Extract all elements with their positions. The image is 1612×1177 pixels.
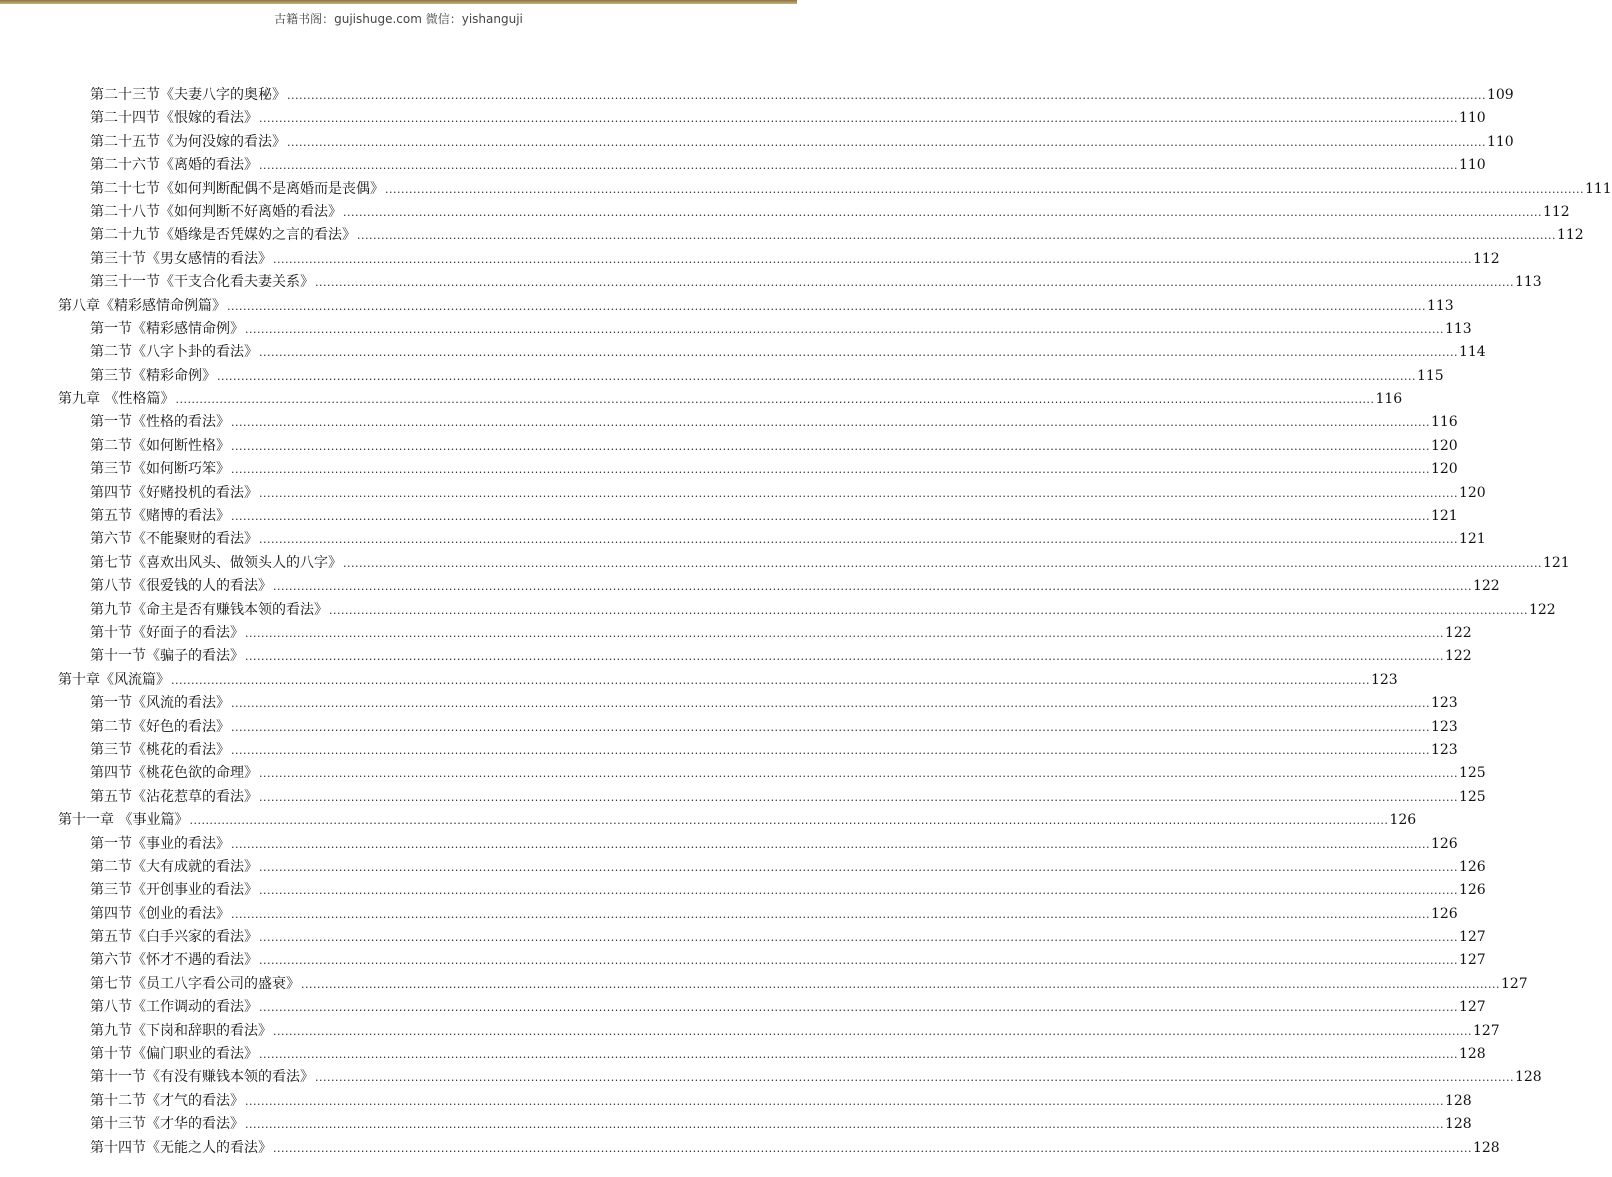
toc-section-entry[interactable] bbox=[0, 622, 1472, 645]
toc-entry-title: 第二节《大有成就的看法》 bbox=[90, 858, 258, 875]
toc-leader-dots: ............................................................................................................................................................................................................................................................................................................ bbox=[357, 229, 1556, 243]
toc-entry-title: 第十节《偏门职业的看法》 bbox=[90, 1046, 258, 1063]
toc-entry-title: 第五节《沾花惹草的看法》 bbox=[90, 788, 258, 805]
toc-leader-dots: ............................................................................................................................................................................................................................................................................................................ bbox=[259, 533, 1458, 547]
toc-page-number: 123 bbox=[1430, 718, 1458, 735]
toc-leader-dots: ............................................................................................................................................................................................................................................................................................................ bbox=[245, 626, 1444, 640]
toc-section-entry[interactable] bbox=[0, 341, 1486, 364]
toc-entry-title: 第二十四节《恨嫁的看法》 bbox=[90, 110, 258, 127]
toc-page-number: 126 bbox=[1430, 835, 1458, 852]
toc-entry-title: 第十一章 《事业篇》 bbox=[58, 812, 189, 829]
toc-section-entry[interactable] bbox=[0, 762, 1486, 785]
toc-section-entry[interactable] bbox=[0, 1020, 1500, 1043]
toc-leader-dots: ............................................................................................................................................................................................................................................................................................................ bbox=[245, 650, 1444, 664]
toc-section-entry[interactable] bbox=[0, 716, 1458, 739]
toc-section-entry[interactable] bbox=[0, 599, 1556, 622]
toc-leader-dots: ............................................................................................................................................................................................................................................................................................................ bbox=[245, 1118, 1444, 1132]
toc-leader-dots: ............................................................................................................................................................................................................................................................................................................ bbox=[273, 1024, 1472, 1038]
toc-section-entry[interactable] bbox=[0, 833, 1458, 856]
toc-entry-title: 第十三节《才华的看法》 bbox=[90, 1116, 244, 1133]
toc-leader-dots: ............................................................................................................................................................................................................................................................................................................ bbox=[287, 89, 1486, 102]
toc-page-number: 128 bbox=[1444, 1092, 1472, 1109]
toc-leader-dots: ............................................................................................................................................................................................................................................................................................................ bbox=[245, 322, 1444, 336]
toc-leader-dots: ............................................................................................................................................................................................................................................................................................................ bbox=[315, 1071, 1514, 1085]
toc-section-entry[interactable] bbox=[0, 107, 1486, 130]
toc-section-entry[interactable] bbox=[0, 973, 1528, 996]
toc-section-entry[interactable] bbox=[0, 1066, 1542, 1089]
toc-leader-dots: ............................................................................................................................................................................................................................................................................................................ bbox=[259, 1001, 1458, 1015]
toc-entry-title: 第一节《事业的看法》 bbox=[90, 835, 230, 852]
toc-page-number: 115 bbox=[1416, 367, 1444, 384]
toc-entry-title: 第八章《精彩感情命例篇》 bbox=[58, 297, 226, 314]
toc-section-entry[interactable] bbox=[0, 154, 1486, 177]
toc-entry-title: 第十章《风流篇》 bbox=[58, 671, 170, 688]
toc-leader-dots: ............................................................................................................................................................................................................................................................................................................ bbox=[227, 299, 1426, 313]
toc-entry-title: 第二节《八字卜卦的看法》 bbox=[90, 344, 258, 361]
toc-page-number: 121 bbox=[1542, 554, 1570, 571]
toc-entry-title: 第四节《好赌投机的看法》 bbox=[90, 484, 258, 501]
toc-leader-dots: ............................................................................................................................................................................................................................................................................................................ bbox=[259, 486, 1458, 500]
toc-leader-dots: ............................................................................................................................................................................................................................................................................................................ bbox=[245, 1094, 1444, 1108]
toc-page-number: 127 bbox=[1458, 929, 1486, 946]
toc-section-entry[interactable] bbox=[0, 949, 1486, 972]
top-border bbox=[0, 0, 797, 4]
toc-entry-title: 第三节《开创事业的看法》 bbox=[90, 882, 258, 899]
toc-leader-dots: ............................................................................................................................................................................................................................................................................................................ bbox=[259, 767, 1458, 781]
toc-entry-title: 第二十三节《夫妻八字的奥秘》 bbox=[90, 87, 286, 103]
toc-leader-dots: ............................................................................................................................................................................................................................................................................................................ bbox=[231, 837, 1430, 851]
toc-section-entry[interactable] bbox=[0, 482, 1486, 505]
toc-section-entry[interactable] bbox=[0, 318, 1472, 341]
page-header: 古籍书阁：gujishuge.com 微信：yishanguji bbox=[274, 12, 523, 26]
toc-page-number: 126 bbox=[1458, 858, 1486, 875]
toc-leader-dots: ............................................................................................................................................................................................................................................................................................................ bbox=[287, 135, 1486, 149]
toc-page-number: 126 bbox=[1458, 882, 1486, 899]
toc-section-entry[interactable] bbox=[0, 84, 1514, 107]
toc-page-number: 128 bbox=[1444, 1116, 1472, 1133]
table-of-contents bbox=[0, 84, 1612, 1160]
toc-leader-dots: ............................................................................................................................................................................................................................................................................................................ bbox=[231, 743, 1430, 757]
toc-leader-dots: ............................................................................................................................................................................................................................................................................................................ bbox=[259, 346, 1458, 360]
toc-chapter-entry[interactable] bbox=[0, 809, 1417, 832]
toc-leader-dots: ............................................................................................................................................................................................................................................................................................................ bbox=[259, 159, 1458, 173]
toc-entry-title: 第八节《工作调动的看法》 bbox=[90, 999, 258, 1016]
toc-section-entry[interactable] bbox=[0, 575, 1500, 598]
toc-leader-dots: ............................................................................................................................................................................................................................................................................................................ bbox=[231, 463, 1430, 477]
toc-page-number: 112 bbox=[1556, 227, 1584, 244]
toc-section-entry[interactable] bbox=[0, 1137, 1500, 1160]
toc-leader-dots: ............................................................................................................................................................................................................................................................................................................ bbox=[329, 603, 1528, 617]
toc-entry-title: 第九节《下岗和辞职的看法》 bbox=[90, 1022, 272, 1039]
toc-section-entry[interactable] bbox=[0, 224, 1584, 247]
toc-section-entry[interactable] bbox=[0, 879, 1486, 902]
toc-page-number: 126 bbox=[1389, 812, 1417, 829]
toc-entry-title: 第三节《桃花的看法》 bbox=[90, 741, 230, 758]
toc-page-number: 123 bbox=[1430, 741, 1458, 758]
toc-page-number: 111 bbox=[1584, 180, 1612, 197]
toc-page-number: 120 bbox=[1430, 437, 1458, 454]
toc-entry-title: 第二十五节《为何没嫁的看法》 bbox=[90, 133, 286, 150]
toc-entry-title: 第一节《性格的看法》 bbox=[90, 414, 230, 431]
toc-entry-title: 第四节《桃花色欲的命理》 bbox=[90, 765, 258, 782]
toc-entry-title: 第十节《好面子的看法》 bbox=[90, 624, 244, 641]
toc-page-number: 113 bbox=[1444, 320, 1472, 337]
toc-leader-dots: ............................................................................................................................................................................................................................................................................................................ bbox=[231, 439, 1430, 453]
toc-section-entry[interactable] bbox=[0, 903, 1458, 926]
toc-page-number: 121 bbox=[1458, 531, 1486, 548]
toc-leader-dots: ............................................................................................................................................................................................................................................................................................................ bbox=[273, 252, 1472, 266]
toc-page-number: 125 bbox=[1458, 788, 1486, 805]
toc-entry-title: 第十一节《骗子的看法》 bbox=[90, 648, 244, 665]
toc-page-number: 122 bbox=[1444, 648, 1472, 665]
toc-leader-dots: ............................................................................................................................................................................................................................................................................................................ bbox=[301, 977, 1500, 991]
toc-page-number: 126 bbox=[1430, 905, 1458, 922]
toc-chapter-entry[interactable] bbox=[0, 388, 1403, 411]
toc-entry-title: 第九节《命主是否有赚钱本领的看法》 bbox=[90, 601, 328, 618]
toc-leader-dots: ............................................................................................................................................................................................................................................................................................................ bbox=[231, 510, 1430, 524]
toc-leader-dots: ............................................................................................................................................................................................................................................................................................................ bbox=[189, 814, 1389, 828]
toc-section-entry[interactable] bbox=[0, 201, 1570, 224]
toc-entry-title: 第二十七节《如何判断配偶不是离婚而是丧偶》 bbox=[90, 180, 384, 197]
toc-page-number: 122 bbox=[1528, 601, 1556, 618]
toc-leader-dots: ............................................................................................................................................................................................................................................................................................................ bbox=[273, 580, 1472, 594]
toc-entry-title: 第三十一节《干支合化看夫妻关系》 bbox=[90, 274, 314, 291]
toc-entry-title: 第三十节《男女感情的看法》 bbox=[90, 250, 272, 267]
toc-page-number: 127 bbox=[1458, 952, 1486, 969]
toc-entry-title: 第四节《创业的看法》 bbox=[90, 905, 230, 922]
toc-entry-title: 第二十九节《婚缘是否凭媒妁之言的看法》 bbox=[90, 227, 356, 244]
toc-page-number: 127 bbox=[1458, 999, 1486, 1016]
toc-leader-dots: ............................................................................................................................................................................................................................................................................................................ bbox=[259, 112, 1458, 126]
toc-page-number: 125 bbox=[1458, 765, 1486, 782]
toc-entry-title: 第七节《喜欢出风头、做领头人的八字》 bbox=[90, 554, 342, 571]
toc-page-number: 109 bbox=[1486, 87, 1514, 103]
toc-entry-title: 第六节《不能聚财的看法》 bbox=[90, 531, 258, 548]
toc-leader-dots: ............................................................................................................................................................................................................................................................................................................ bbox=[231, 416, 1430, 430]
toc-page-number: 113 bbox=[1426, 297, 1454, 314]
toc-leader-dots: ............................................................................................................................................................................................................................................................................................................ bbox=[343, 556, 1542, 570]
toc-section-entry[interactable] bbox=[0, 411, 1458, 434]
toc-section-entry[interactable] bbox=[0, 528, 1486, 551]
toc-section-entry[interactable] bbox=[0, 435, 1458, 458]
toc-entry-title: 第七节《员工八字看公司的盛衰》 bbox=[90, 975, 300, 992]
toc-section-entry[interactable] bbox=[0, 692, 1458, 715]
toc-chapter-entry[interactable] bbox=[0, 669, 1398, 692]
toc-page-number: 128 bbox=[1472, 1139, 1500, 1156]
toc-page-number: 120 bbox=[1430, 461, 1458, 478]
toc-page-number: 120 bbox=[1458, 484, 1486, 501]
toc-section-entry[interactable] bbox=[0, 271, 1542, 294]
toc-entry-title: 第二十六节《离婚的看法》 bbox=[90, 157, 258, 174]
toc-entry-title: 第一节《精彩感情命例》 bbox=[90, 320, 244, 337]
toc-entry-title: 第五节《白手兴家的看法》 bbox=[90, 929, 258, 946]
toc-entry-title: 第三节《如何断巧笨》 bbox=[90, 461, 230, 478]
toc-page-number: 128 bbox=[1458, 1046, 1486, 1063]
toc-page-number: 112 bbox=[1542, 203, 1570, 220]
toc-leader-dots: ............................................................................................................................................................................................................................................................................................................ bbox=[315, 276, 1514, 290]
toc-leader-dots: ............................................................................................................................................................................................................................................................................................................ bbox=[171, 673, 1370, 687]
toc-section-entry[interactable] bbox=[0, 1090, 1472, 1113]
toc-page-number: 123 bbox=[1370, 671, 1398, 688]
toc-entry-title: 第五节《赌博的看法》 bbox=[90, 508, 230, 525]
toc-entry-title: 第八节《很爱钱的人的看法》 bbox=[90, 578, 272, 595]
toc-page-number: 112 bbox=[1472, 250, 1500, 267]
toc-page-number: 116 bbox=[1375, 391, 1403, 408]
toc-section-entry[interactable] bbox=[0, 926, 1486, 949]
toc-page-number: 127 bbox=[1500, 975, 1528, 992]
toc-entry-title: 第二节《如何断性格》 bbox=[90, 437, 230, 454]
toc-entry-title: 第二十八节《如何判断不好离婚的看法》 bbox=[90, 203, 342, 220]
toc-entry-title: 第三节《精彩命例》 bbox=[90, 367, 216, 384]
toc-section-entry[interactable] bbox=[0, 248, 1500, 271]
toc-entry-title: 第九章 《性格篇》 bbox=[58, 391, 175, 408]
toc-leader-dots: ............................................................................................................................................................................................................................................................................................................ bbox=[231, 720, 1430, 734]
toc-page-number: 122 bbox=[1472, 578, 1500, 595]
toc-section-entry[interactable] bbox=[0, 856, 1486, 879]
toc-section-entry[interactable] bbox=[0, 131, 1514, 154]
toc-section-entry[interactable] bbox=[0, 1113, 1472, 1136]
toc-entry-title: 第二节《好色的看法》 bbox=[90, 718, 230, 735]
toc-entry-title: 第十二节《才气的看法》 bbox=[90, 1092, 244, 1109]
toc-section-entry[interactable] bbox=[0, 505, 1458, 528]
toc-leader-dots: ............................................................................................................................................................................................................................................................................................................ bbox=[259, 884, 1458, 898]
toc-leader-dots: ............................................................................................................................................................................................................................................................................................................ bbox=[273, 1141, 1472, 1155]
toc-entry-title: 第六节《怀才不遇的看法》 bbox=[90, 952, 258, 969]
toc-page-number: 128 bbox=[1514, 1069, 1542, 1086]
toc-page-number: 123 bbox=[1430, 695, 1458, 712]
toc-section-entry[interactable] bbox=[0, 178, 1612, 201]
toc-section-entry[interactable] bbox=[0, 996, 1486, 1019]
toc-page-number: 116 bbox=[1430, 414, 1458, 431]
toc-section-entry[interactable] bbox=[0, 552, 1570, 575]
toc-section-entry[interactable] bbox=[0, 365, 1444, 388]
toc-leader-dots: ............................................................................................................................................................................................................................................................................................................ bbox=[231, 907, 1430, 921]
toc-entry-title: 第十一节《有没有赚钱本领的看法》 bbox=[90, 1069, 314, 1086]
toc-leader-dots: ............................................................................................................................................................................................................................................................................................................ bbox=[259, 931, 1458, 945]
toc-leader-dots: ............................................................................................................................................................................................................................................................................................................ bbox=[385, 182, 1584, 196]
toc-section-entry[interactable] bbox=[0, 786, 1486, 809]
toc-page-number: 110 bbox=[1458, 157, 1486, 174]
toc-leader-dots: ............................................................................................................................................................................................................................................................................................................ bbox=[343, 205, 1542, 219]
toc-leader-dots: ............................................................................................................................................................................................................................................................................................................ bbox=[259, 860, 1458, 874]
toc-page-number: 122 bbox=[1444, 624, 1472, 641]
toc-section-entry[interactable] bbox=[0, 645, 1472, 668]
toc-leader-dots: ............................................................................................................................................................................................................................................................................................................ bbox=[175, 393, 1375, 407]
toc-page-number: 114 bbox=[1458, 344, 1486, 361]
toc-leader-dots: ............................................................................................................................................................................................................................................................................................................ bbox=[231, 697, 1430, 711]
toc-leader-dots: ............................................................................................................................................................................................................................................................................................................ bbox=[259, 954, 1458, 968]
toc-page-number: 110 bbox=[1486, 133, 1514, 150]
toc-section-entry[interactable] bbox=[0, 1043, 1486, 1066]
toc-page-number: 110 bbox=[1458, 110, 1486, 127]
toc-page-number: 127 bbox=[1472, 1022, 1500, 1039]
toc-entry-title: 第十四节《无能之人的看法》 bbox=[90, 1139, 272, 1156]
toc-chapter-entry[interactable] bbox=[0, 295, 1454, 318]
toc-section-entry[interactable] bbox=[0, 739, 1458, 762]
toc-leader-dots: ............................................................................................................................................................................................................................................................................................................ bbox=[259, 1048, 1458, 1062]
toc-entry-title: 第一节《风流的看法》 bbox=[90, 695, 230, 712]
toc-leader-dots: ............................................................................................................................................................................................................................................................................................................ bbox=[217, 369, 1416, 383]
toc-page-number: 113 bbox=[1514, 274, 1542, 291]
toc-page-number: 121 bbox=[1430, 508, 1458, 525]
toc-section-entry[interactable] bbox=[0, 458, 1458, 481]
toc-leader-dots: ............................................................................................................................................................................................................................................................................................................ bbox=[259, 790, 1458, 804]
